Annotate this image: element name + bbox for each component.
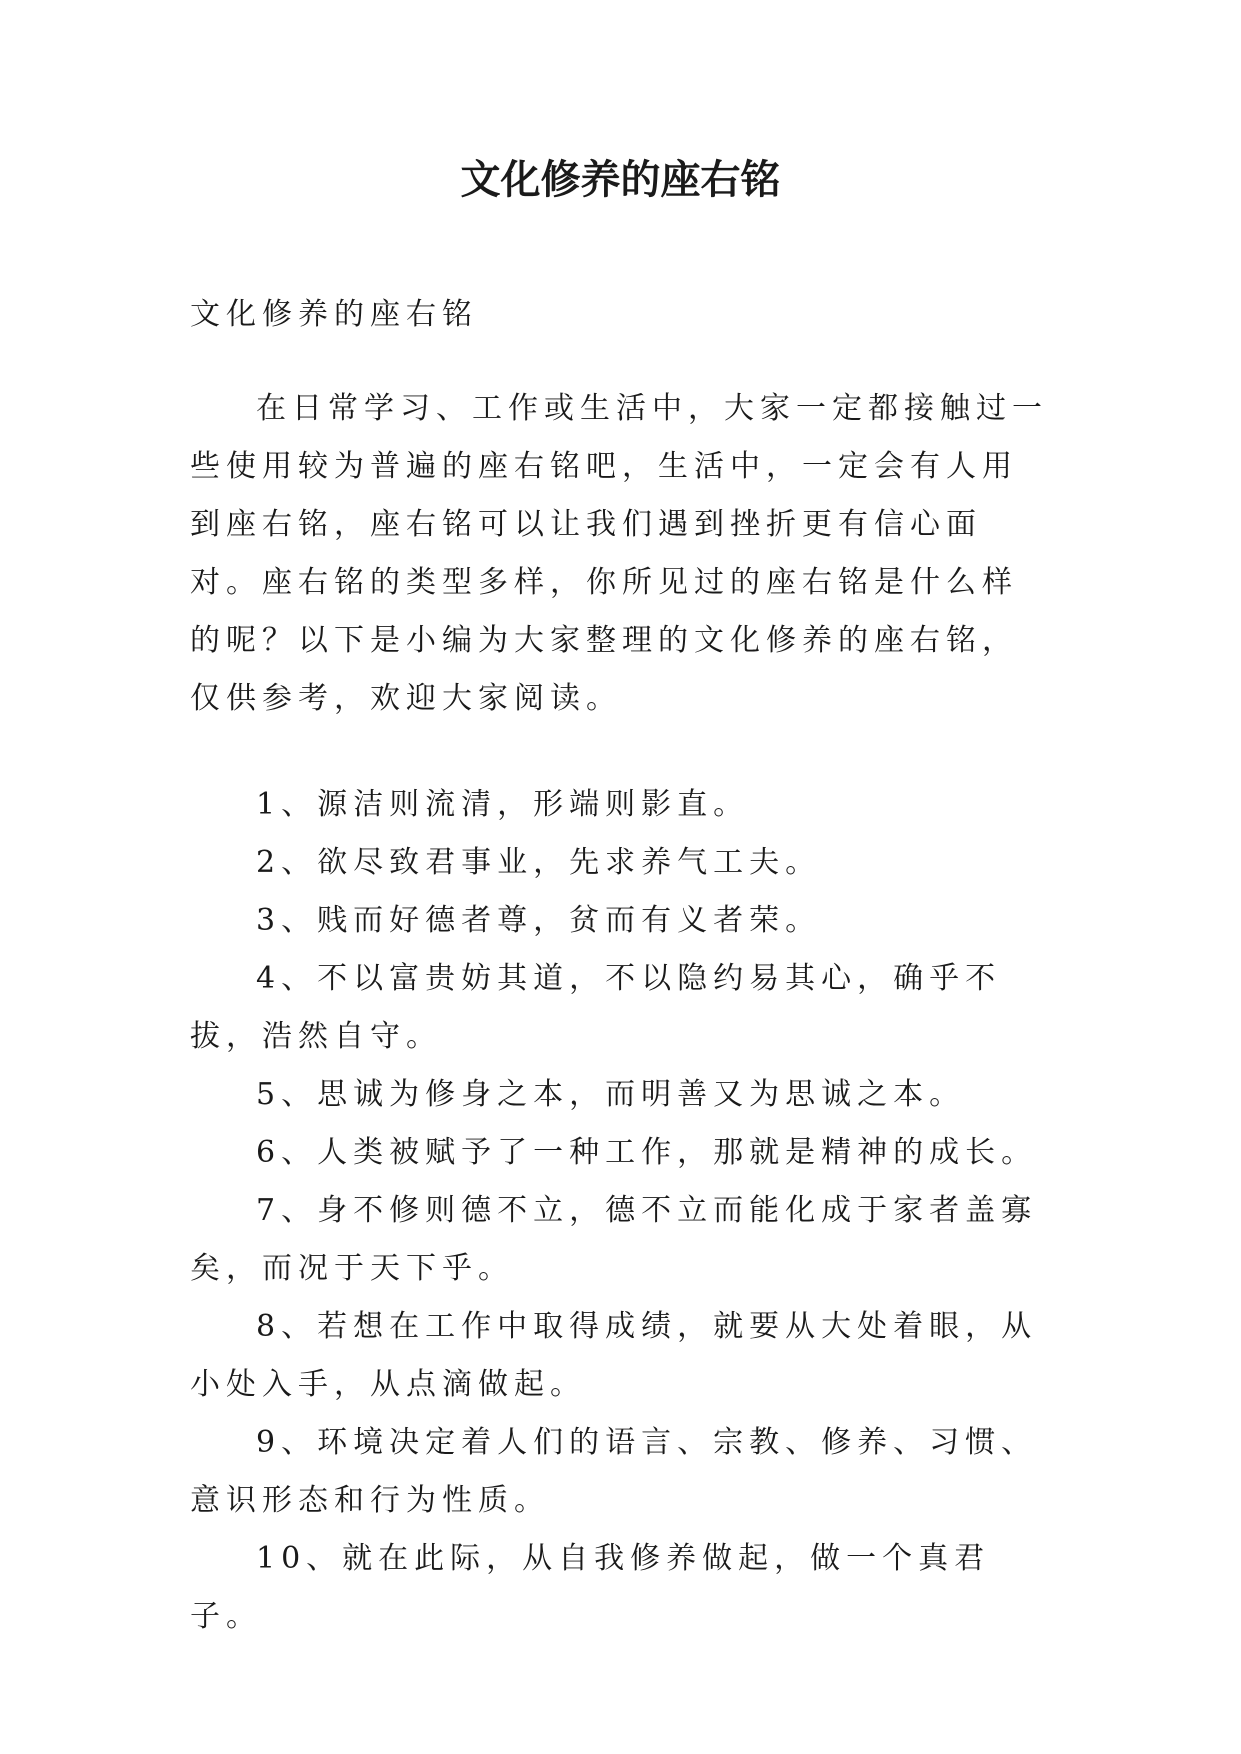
document-body	[190, 290, 1050, 1646]
motto-item: 2、欲尽致君事业，先求养气工夫。	[256, 845, 822, 880]
intro-paragraph: 在日常学习、工作或生活中，大家一定都接触过一些使用较为普遍的座右铭吧，生活中，一定会有人用到座右铭，座右铭可以让我们遇到挫折更有信心面对。座右铭的类型多样，你所见过的座右铭是什么样的呢？以下是小编为大家整理的文化修养的座右铭，仅供参考，欢迎大家阅读。	[190, 391, 1048, 716]
motto-item: 7、身不修则德不立，德不立而能化成于家者盖寡矣，而况于天下乎。	[190, 1193, 1038, 1286]
motto-list	[190, 776, 1050, 1646]
motto-item: 3、贱而好德者尊，贫而有义者荣。	[256, 903, 822, 938]
motto-item: 1、源洁则流清，形端则影直。	[256, 787, 750, 822]
motto-item: 8、若想在工作中取得成绩，就要从大处着眼，从小处入手，从点滴做起。	[190, 1309, 1038, 1402]
motto-item: 10、就在此际，从自我修养做起，做一个真君子。	[190, 1541, 991, 1634]
motto-item: 4、不以富贵妨其道，不以隐约易其心，确乎不拔，浩然自守。	[190, 961, 1002, 1054]
motto-item: 5、思诚为修身之本，而明善又为思诚之本。	[256, 1077, 966, 1112]
document-title: 文化修养的座右铭	[460, 157, 781, 203]
motto-item: 9、环境决定着人们的语言、宗教、修养、习惯、意识形态和行为性质。	[190, 1425, 1038, 1518]
motto-item: 6、人类被赋予了一种工作，那就是精神的成长。	[256, 1135, 1038, 1170]
document-subtitle: 文化修养的座右铭	[190, 297, 478, 332]
